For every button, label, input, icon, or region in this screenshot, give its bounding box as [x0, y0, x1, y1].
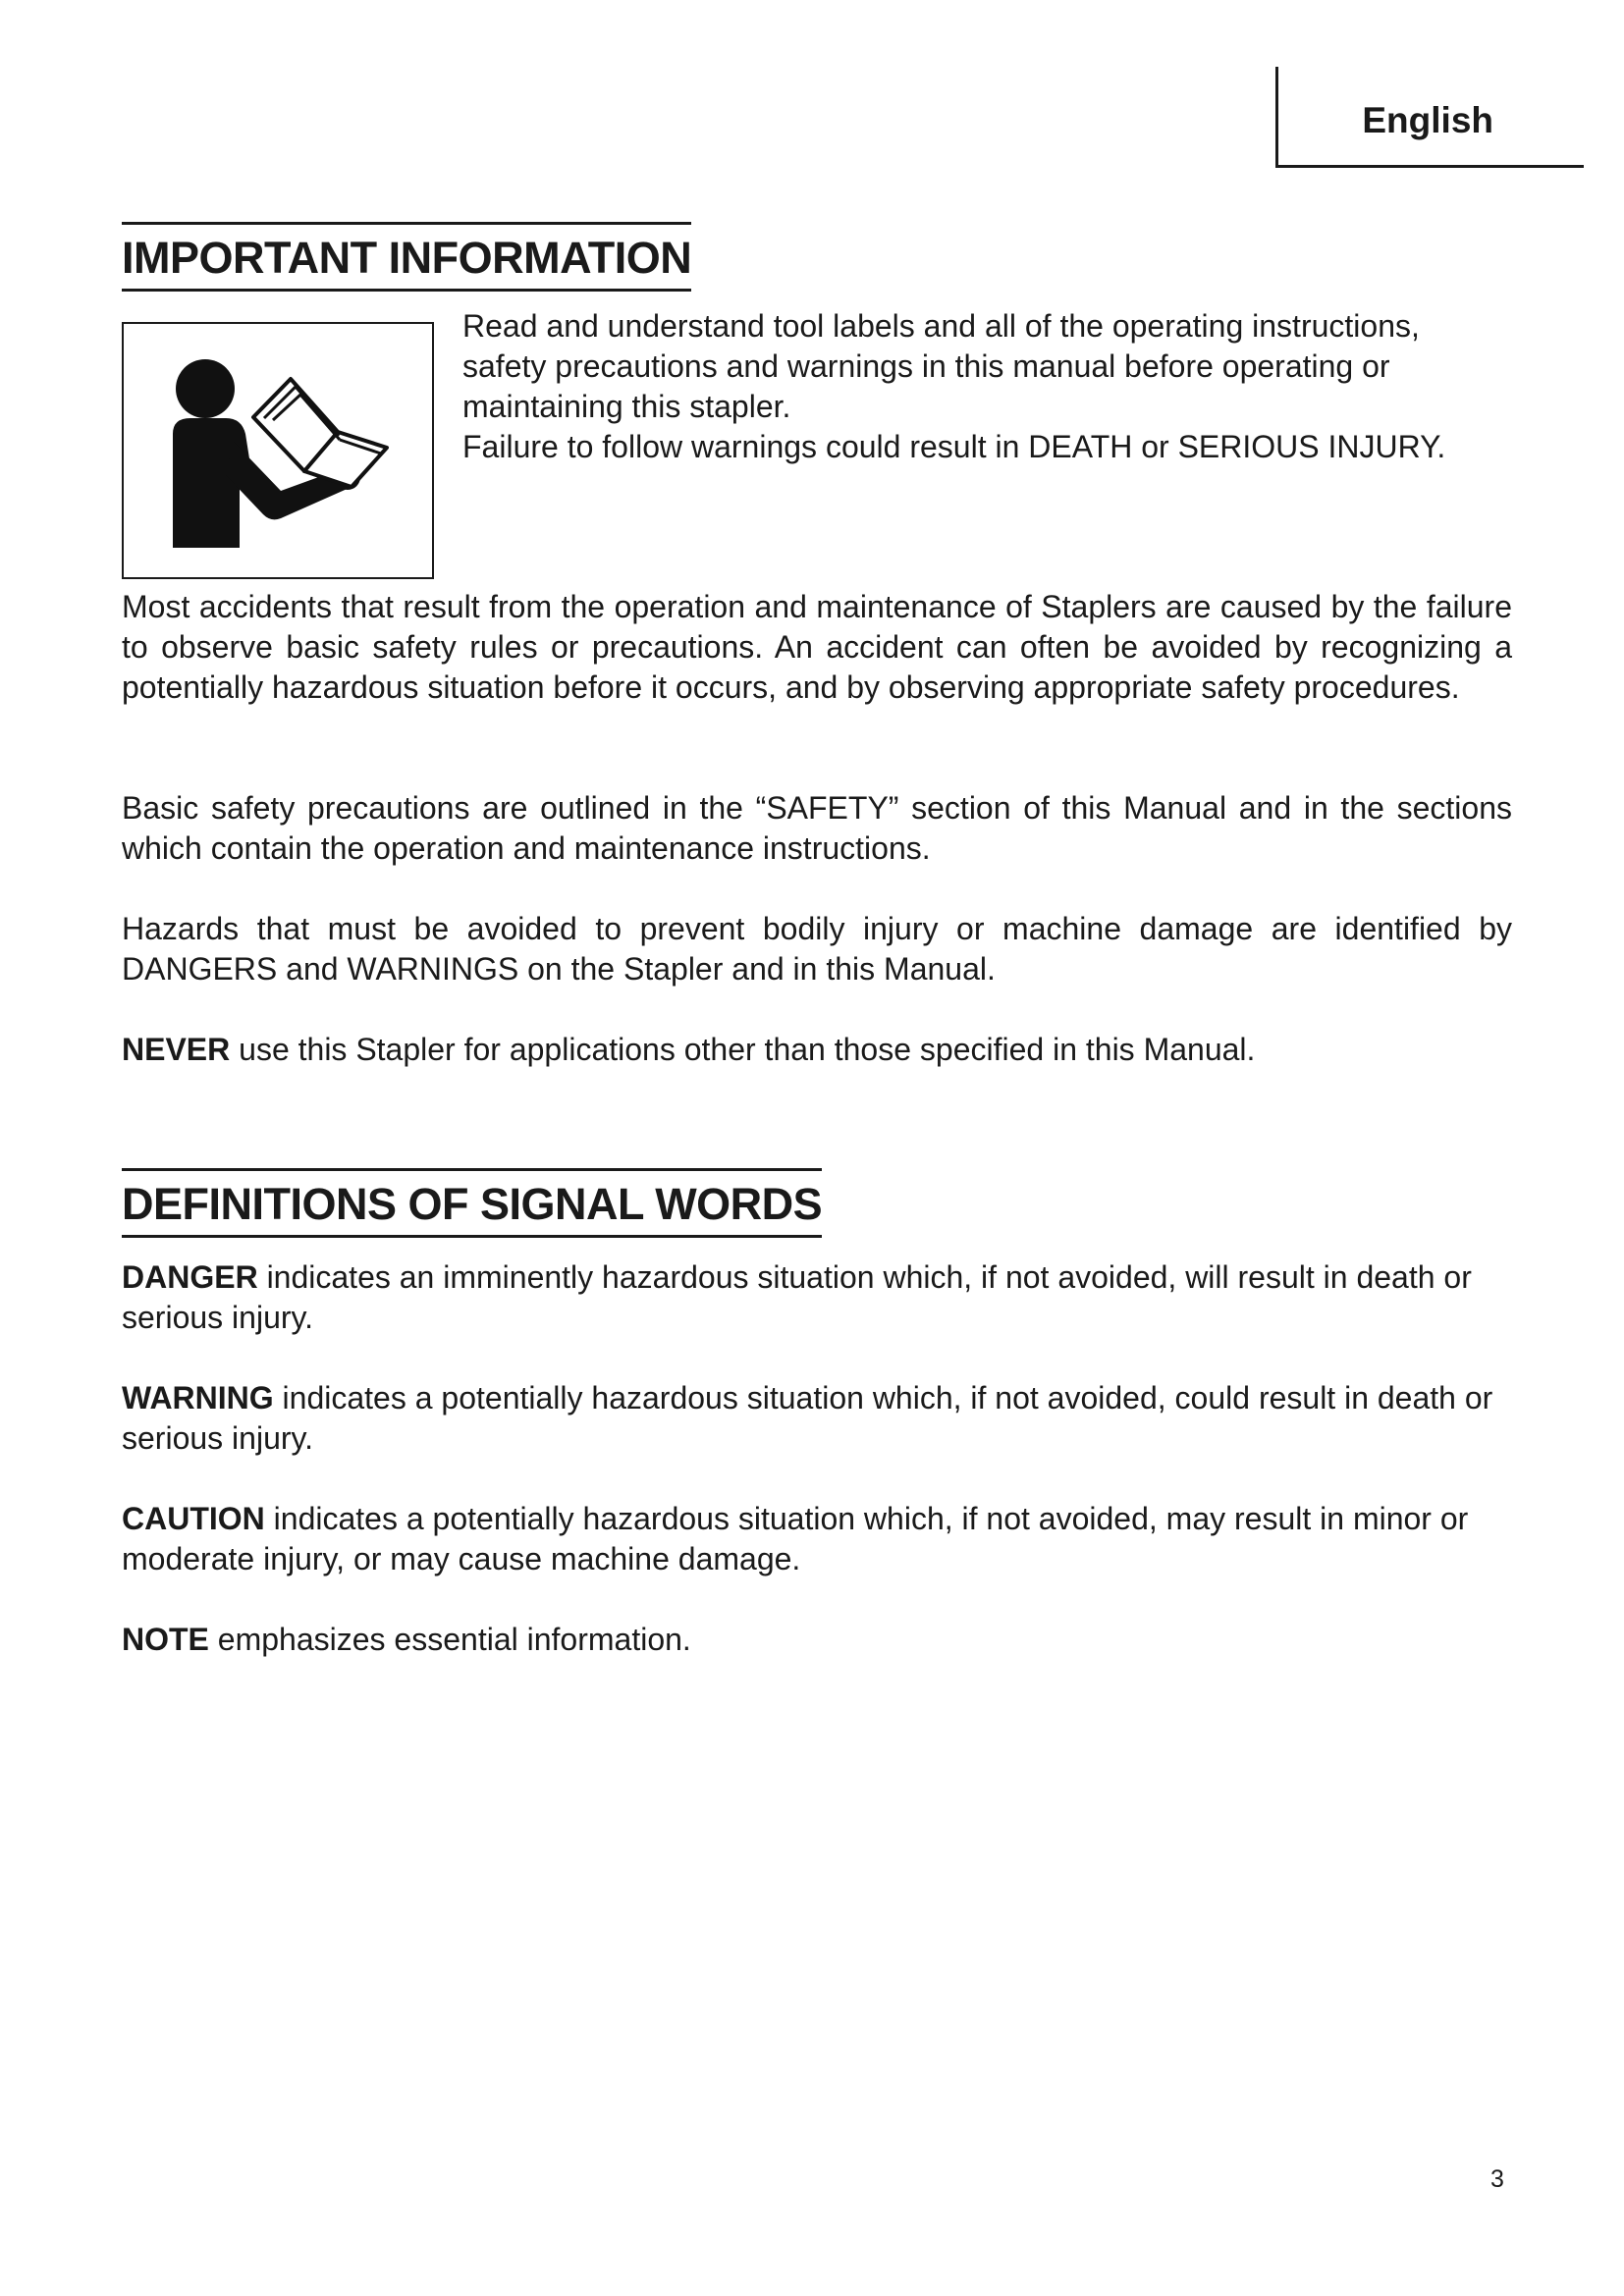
definition-danger-text: indicates an imminently hazardous situation which, if not avoided, will result in death or serious injury.	[122, 1259, 1472, 1335]
never-text: use this Stapler for applications other than those specified in this Manual.	[230, 1032, 1256, 1067]
definition-warning-text: indicates a potentially hazardous situation which, if not avoided, could result in death or serious injury.	[122, 1380, 1493, 1456]
intro-text-block	[462, 306, 1511, 467]
hazards-paragraph: Hazards that must be avoided to prevent bodily injury or machine damage are identified by DANGERS and WARNINGS on the Stapler and in this Manual.	[122, 911, 1512, 987]
person-reading-manual-icon	[124, 324, 432, 577]
definition-note-text: emphasizes essential information.	[208, 1622, 691, 1657]
definition-danger	[122, 1257, 1512, 1338]
signal-word-caution: CAUTION	[122, 1501, 265, 1536]
signal-word-warning: WARNING	[122, 1380, 274, 1415]
definition-caution-text: indicates a potentially hazardous situation which, if not avoided, may result in minor or moderate injury, or may cause machine damage.	[122, 1501, 1469, 1576]
definition-caution	[122, 1499, 1512, 1579]
intro-read-instructions: Read and understand tool labels and all of the operating instructions, safety precautions and warnings in this manual before operating or maintaining this stapler.	[462, 308, 1420, 424]
definition-warning	[122, 1378, 1512, 1459]
safety-precautions-paragraph: Basic safety precautions are outlined in the “SAFETY” section of this Manual and in the sections which contain the operation and maintenance instructions.	[122, 790, 1512, 866]
signal-word-note: NOTE	[122, 1622, 209, 1657]
accidents-paragraph: Most accidents that result from the operation and maintenance of Staplers are caused by the failure to observe basic safety rules or precautions. An accident can often be avoided by recognizing a potentially hazardous situation before it occurs, and by observing appropriate safety procedures.	[122, 589, 1512, 705]
signal-word-danger: DANGER	[122, 1259, 258, 1295]
definition-note	[122, 1620, 1512, 1660]
important-information-heading: IMPORTANT INFORMATION	[122, 222, 691, 292]
language-tab	[1275, 67, 1584, 168]
never-paragraph	[122, 1030, 1512, 1070]
signal-words-heading: DEFINITIONS OF SIGNAL WORDS	[122, 1168, 822, 1238]
language-label: English	[1362, 100, 1493, 140]
never-keyword: NEVER	[122, 1032, 231, 1067]
intro-failure-warning: Failure to follow warnings could result in DEATH or SERIOUS INJURY.	[462, 429, 1446, 464]
page-number: 3	[1490, 2165, 1504, 2193]
read-manual-pictogram	[122, 322, 434, 579]
